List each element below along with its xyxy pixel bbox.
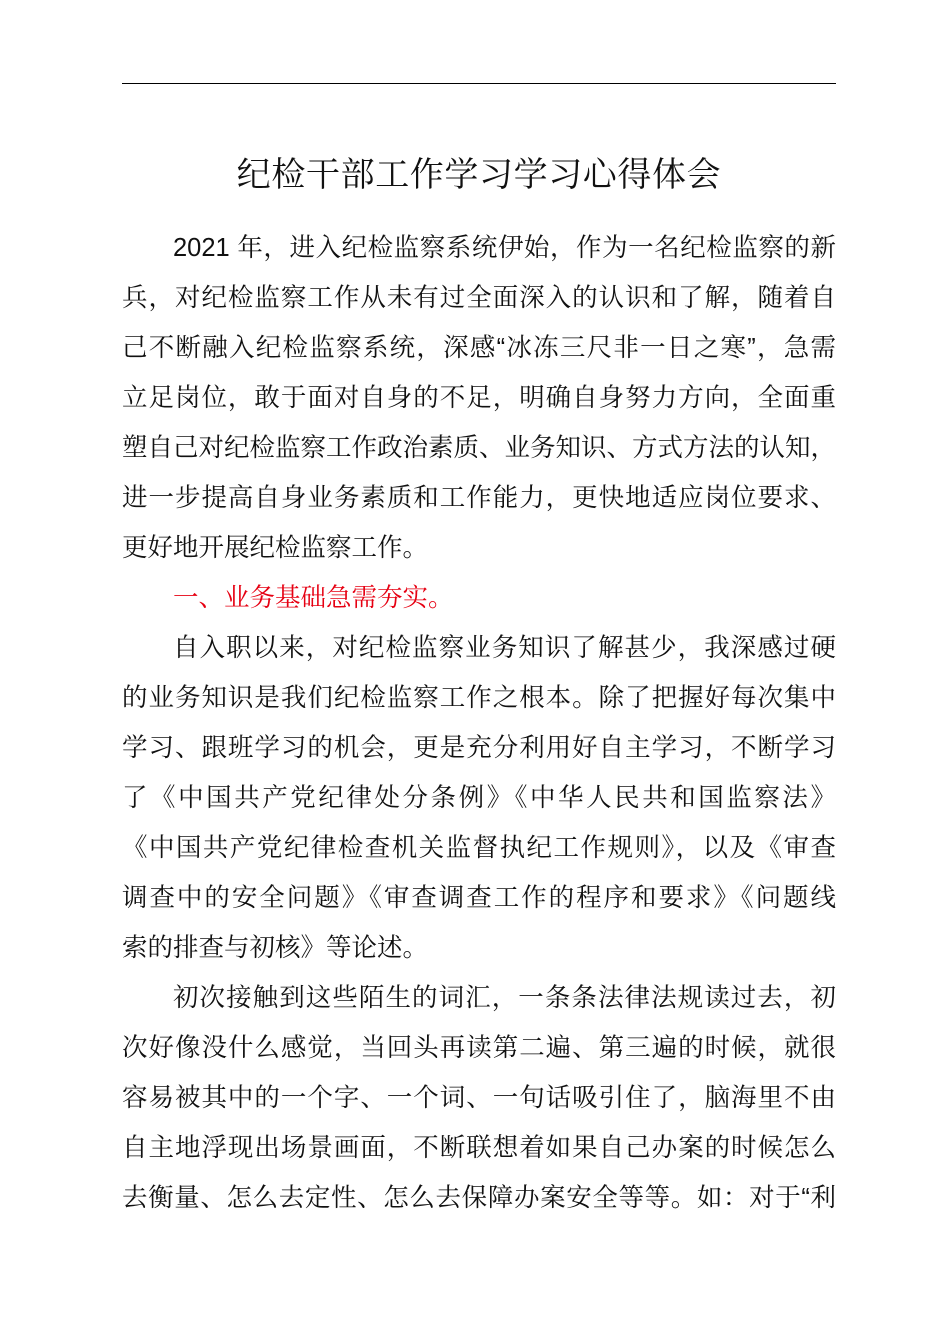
body-line: 学习、跟班学习的机会，更是充分利用好自主学习，不断学习 <box>122 734 836 762</box>
body-line: 塑自己对纪检监察工作政治素质、业务知识、方式方法的认知， <box>122 434 837 462</box>
paragraph-intro <box>122 223 836 573</box>
body-line: 去衡量、怎么去定性、怎么去保障办案安全等等。如：对于“利 <box>122 1184 836 1212</box>
body-line: 《中国共产党纪律检查机关监督执纪工作规则》，以及《审查 <box>122 834 836 862</box>
paragraph-study <box>122 623 836 973</box>
body-line: 索的排查与初核》等论述。 <box>122 934 429 962</box>
section-heading-text: 一、业务基础急需夯实。 <box>173 584 454 612</box>
document-title: 纪检干部工作学习学习心得体会 <box>236 156 722 194</box>
header-rule <box>122 83 836 84</box>
body-line: 己不断融入纪检监察系统，深感“冰冻三尺非一日之寒”，急需 <box>122 334 836 362</box>
body-line: 初次接触到这些陌生的词汇，一条条法律法规读过去，初 <box>173 984 836 1012</box>
body-line: 立足岗位，敢于面对自身的不足，明确自身努力方向，全面重 <box>122 384 836 412</box>
body-line: 兵，对纪检监察工作从未有过全面深入的认识和了解，随着自 <box>122 284 836 312</box>
body-line: 了《中国共产党纪律处分条例》《中华人民共和国监察法》 <box>122 784 836 812</box>
body-line: 容易被其中的一个字、一个词、一句话吸引住了，脑海里不由 <box>122 1084 836 1112</box>
body-line: 调查中的安全问题》《审查调查工作的程序和要求》《问题线 <box>122 884 836 912</box>
body-line: 自主地浮现出场景画面，不断联想着如果自己办案的时候怎么 <box>122 1134 836 1162</box>
body-line: 进一步提高自身业务素质和工作能力，更快地适应岗位要求、 <box>122 484 836 512</box>
paragraph-reflection <box>122 973 836 1223</box>
body-line: 的业务知识是我们纪检监察工作之根本。除了把握好每次集中 <box>122 684 836 712</box>
body-line: 2021 年，进入纪检监察系统伊始，作为一名纪检监察的新 <box>173 234 836 262</box>
body-line: 自入职以来，对纪检监察业务知识了解甚少，我深感过硬 <box>173 634 836 662</box>
document-body <box>122 223 836 1223</box>
body-line: 次好像没什么感觉，当回头再读第二遍、第三遍的时候，就很 <box>122 1034 836 1062</box>
body-line: 更好地开展纪检监察工作。 <box>122 534 429 562</box>
section-heading <box>122 573 836 623</box>
